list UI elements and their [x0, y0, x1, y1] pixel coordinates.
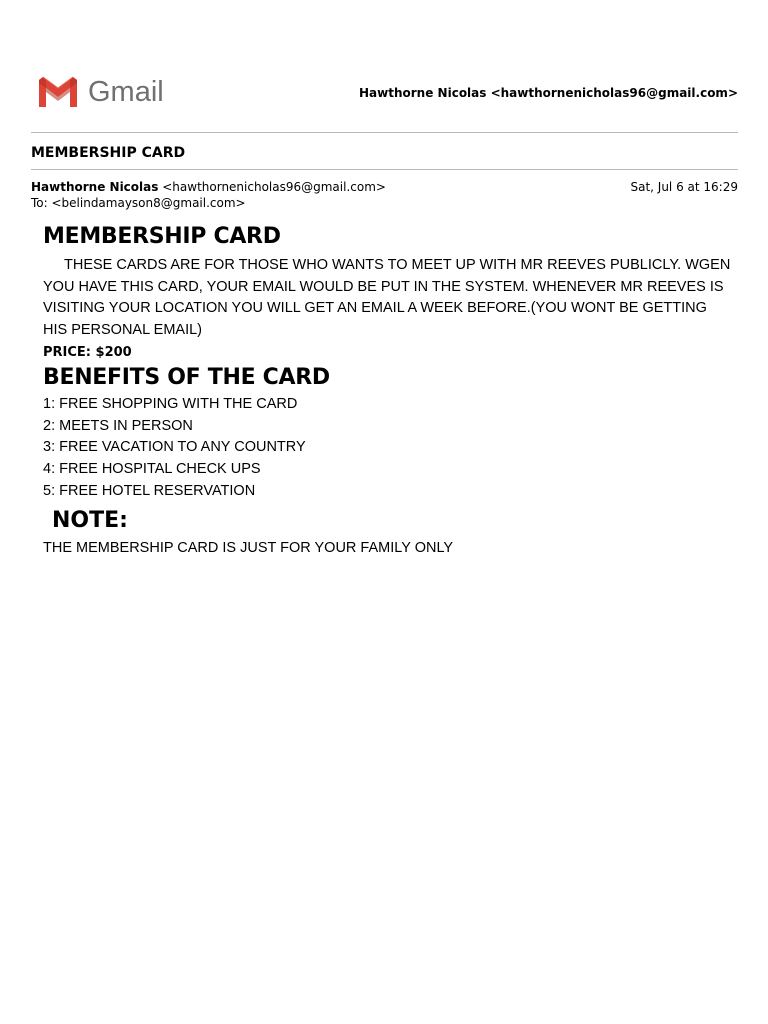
benefit-item: 3: FREE VACATION TO ANY COUNTRY	[43, 439, 306, 456]
benefits-heading: BENEFITS OF THE CARD	[43, 364, 330, 390]
price-line: PRICE: $200	[43, 344, 132, 360]
email-subject: MEMBERSHIP CARD	[31, 145, 186, 161]
email-body	[43, 222, 733, 559]
body-title: MEMBERSHIP CARD	[43, 224, 281, 249]
recipient-line: To: <belindamayson8@gmail.com>	[31, 196, 246, 210]
subject-divider	[31, 169, 738, 170]
sender-line	[31, 179, 386, 195]
benefit-item: 2: MEETS IN PERSON	[43, 417, 193, 434]
note-heading: NOTE:	[52, 508, 128, 534]
sender-address: <hawthornenicholas96@gmail.com>	[162, 180, 386, 194]
benefits-list	[43, 394, 733, 503]
benefit-item: 4: FREE HOSPITAL CHECK UPS	[43, 460, 261, 477]
intro-paragraph: THESE CARDS ARE FOR THOSE WHO WANTS TO MEET UP WITH MR REEVES PUBLICLY. WGEN YOU HAVE THIS CARD, YOUR EMAIL WOULD BE PUT IN THE SYSTEM. WHENEVER MR REEVES IS VISITING YOUR LOCATION YOU WILL GET AN EMAIL A WEEK BEFORE.(YOU WONT BE GETTING HIS PERSONAL EMAIL)	[43, 257, 731, 339]
gmail-wordmark: Gmail	[88, 76, 164, 108]
account-email: Hawthorne Nicolas <hawthornenicholas96@gmail.com>	[359, 86, 738, 100]
email-date: Sat, Jul 6 at 16:29	[630, 180, 738, 194]
benefit-item: 5: FREE HOTEL RESERVATION	[43, 482, 256, 499]
note-text: THE MEMBERSHIP CARD IS JUST FOR YOUR FAMILY ONLY	[43, 540, 454, 557]
sender-name: Hawthorne Nicolas	[31, 180, 159, 194]
header-divider	[31, 132, 738, 133]
gmail-logo-icon	[36, 74, 80, 110]
gmail-header	[31, 72, 738, 112]
benefit-item: 1: FREE SHOPPING WITH THE CARD	[43, 395, 298, 412]
